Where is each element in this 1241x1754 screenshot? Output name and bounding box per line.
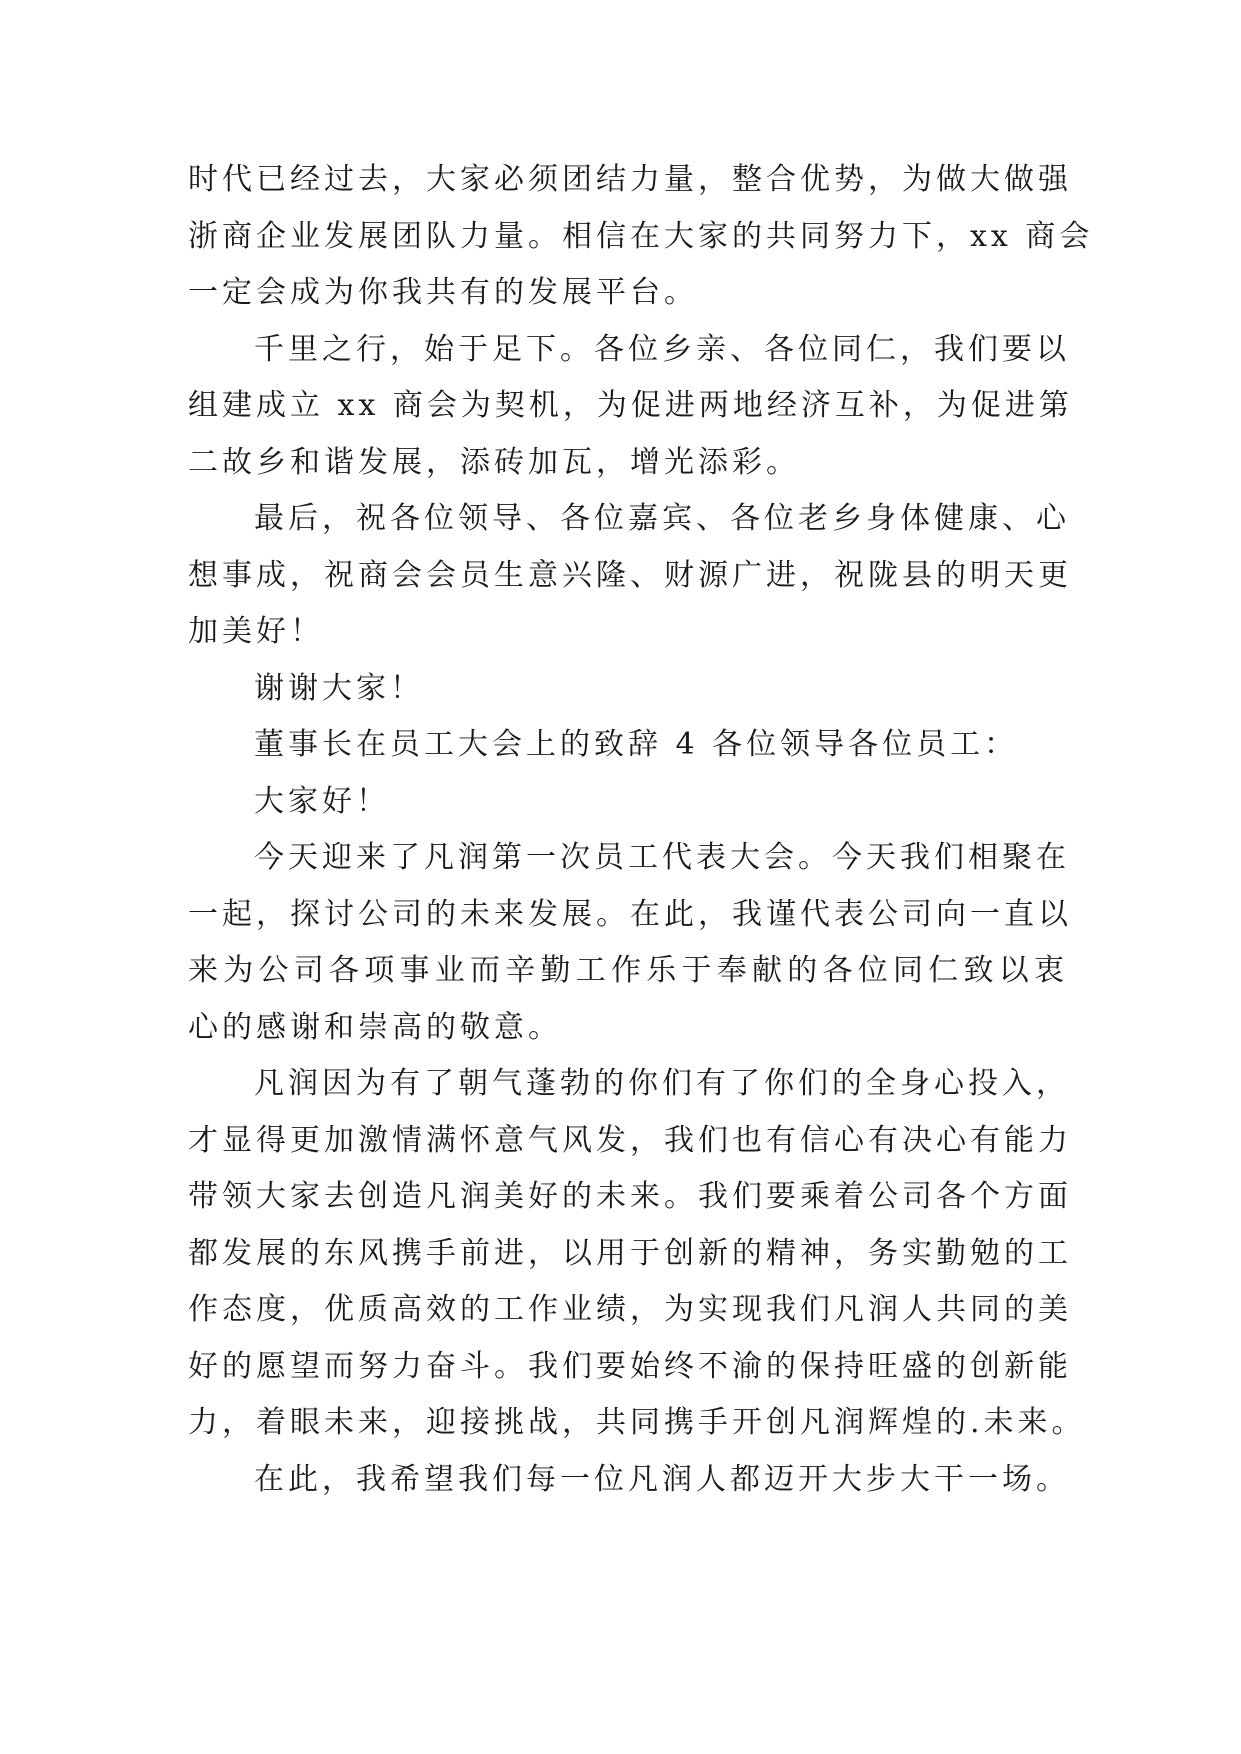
text-line: 才显得更加激情满怀意气风发，我们也有信心有决心有能力 — [188, 1122, 1072, 1158]
text-line: 想事成，祝商会会员生意兴隆、财源广进，祝陇县的明天更 — [188, 557, 1072, 593]
text-line: 千里之行，始于足下。各位乡亲、各位同仁，我们要以 — [254, 331, 1070, 367]
paragraph-5 — [188, 717, 1068, 774]
text-line: 谢谢大家！ — [254, 670, 424, 706]
paragraph-1 — [188, 152, 1094, 322]
paragraph-8 — [188, 1056, 1086, 1452]
text-line: 在此，我希望我们每一位凡润人都迈开大步大干一场。 — [254, 1461, 1070, 1497]
text-line: 好的愿望而努力奋斗。我们要始终不渝的保持旺盛的创新能 — [188, 1348, 1072, 1384]
text-line: 今天迎来了凡润第一次员工代表大会。今天我们相聚在 — [254, 840, 1070, 875]
document-body — [188, 152, 1094, 1508]
text-line: 最后，祝各位领导、各位嘉宾、各位老乡身体健康、心 — [254, 501, 1070, 536]
paragraph-7 — [188, 830, 1072, 1056]
speech-heading: 董事长在员工大会上的致辞 4 各位领导各位员工： — [254, 727, 1019, 762]
paragraph-9 — [188, 1452, 1068, 1509]
text-line: 时代已经过去，大家必须团结力量，整合优势，为做大做强 — [188, 162, 1072, 197]
text-line: 大家好！ — [254, 783, 390, 819]
text-line: 组建成立 xx 商会为契机，为促进两地经济互补，为促进第 — [188, 388, 1073, 423]
paragraph-4 — [188, 661, 1068, 718]
text-line: 带领大家去创造凡润美好的未来。我们要乘着公司各个方面 — [188, 1179, 1072, 1214]
text-line: 都发展的东风携手前进，以用于创新的精神，务实勤勉的工 — [188, 1235, 1072, 1271]
text-line: 心的感谢和崇高的敬意。 — [188, 1009, 562, 1045]
text-line: 凡润因为有了朝气蓬勃的你们有了你们的全身心投入， — [254, 1066, 1070, 1101]
text-line: 作态度，优质高效的工作业绩，为实现我们凡润人共同的美 — [188, 1292, 1072, 1327]
paragraph-6 — [188, 774, 1068, 831]
paragraph-2 — [188, 322, 1073, 492]
text-line: 加美好！ — [188, 614, 324, 649]
text-line: 浙商企业发展团队力量。相信在大家的共同努力下，xx 商会 — [188, 218, 1094, 254]
text-line: 二故乡和谐发展，添砖加瓦，增光添彩。 — [188, 444, 800, 480]
paragraph-3 — [188, 491, 1072, 661]
text-line: 一起，探讨公司的未来发展。在此，我谨代表公司向一直以 — [188, 896, 1072, 932]
text-line: 力，着眼未来，迎接挑战，共同携手开创凡润辉煌的.未来。 — [188, 1405, 1086, 1440]
text-line: 来为公司各项事业而辛勤工作乐于奉献的各位同仁致以衷 — [188, 953, 1068, 988]
text-line: 一定会成为你我共有的发展平台。 — [188, 275, 698, 310]
